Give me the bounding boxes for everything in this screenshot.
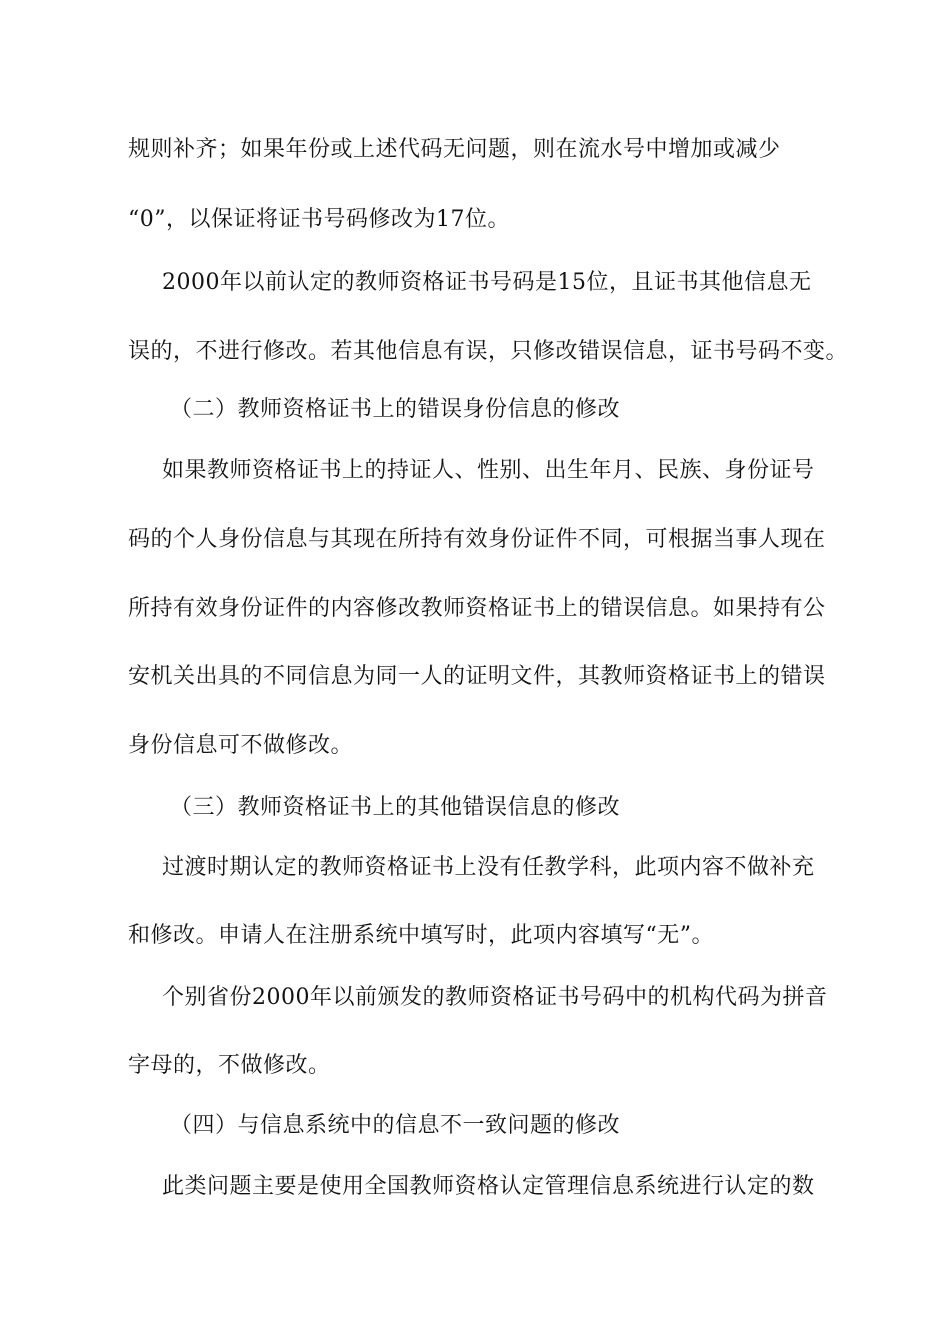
paragraph-line: 安机关出具的不同信息为同一人的证明文件，其教师资格证书上的错误 — [128, 664, 826, 689]
paragraph-line: 码的个人身份信息与其现在所持有效身份证件不同，可根据当事人现在 — [128, 527, 826, 552]
paragraph-line: 字母的，不做修改。 — [128, 1053, 331, 1078]
paragraph-line: 2000年以前认定的教师资格证书号码是15位，且证书其他信息无 — [162, 270, 812, 295]
paragraph-line: 此类问题主要是使用全国教师资格认定管理信息系统进行认定的数 — [162, 1174, 815, 1199]
section-heading-2: （二）教师资格证书上的错误身份信息的修改 — [170, 397, 621, 422]
paragraph-line: 所持有效身份证件的内容修改教师资格证书上的错误信息。如果持有公 — [128, 596, 826, 621]
paragraph-line: 个别省份2000年以前颁发的教师资格证书号码中的机构代码为拼音 — [162, 985, 828, 1010]
paragraph-line: 过渡时期认定的教师资格证书上没有任教学科，此项内容不做补充 — [162, 855, 815, 880]
paragraph-line: 规则补齐；如果年份或上述代码无问题，则在流水号中增加或减少 — [128, 137, 781, 162]
paragraph-line: 身份信息可不做修改。 — [128, 733, 354, 758]
section-heading-4: （四）与信息系统中的信息不一致问题的修改 — [170, 1113, 621, 1138]
paragraph-line: 误的，不进行修改。若其他信息有误，只修改错误信息，证书号码不变。 — [128, 339, 849, 364]
section-heading-3: （三）教师资格证书上的其他错误信息的修改 — [170, 795, 621, 820]
paragraph-line: 如果教师资格证书上的持证人、性别、出生年月、民族、身份证号 — [162, 458, 815, 483]
paragraph-line: 和修改。申请人在注册系统中填写时，此项内容填写“无”。 — [128, 923, 714, 948]
paragraph-line: “0”，以保证将证书号码修改为17位。 — [128, 207, 510, 232]
